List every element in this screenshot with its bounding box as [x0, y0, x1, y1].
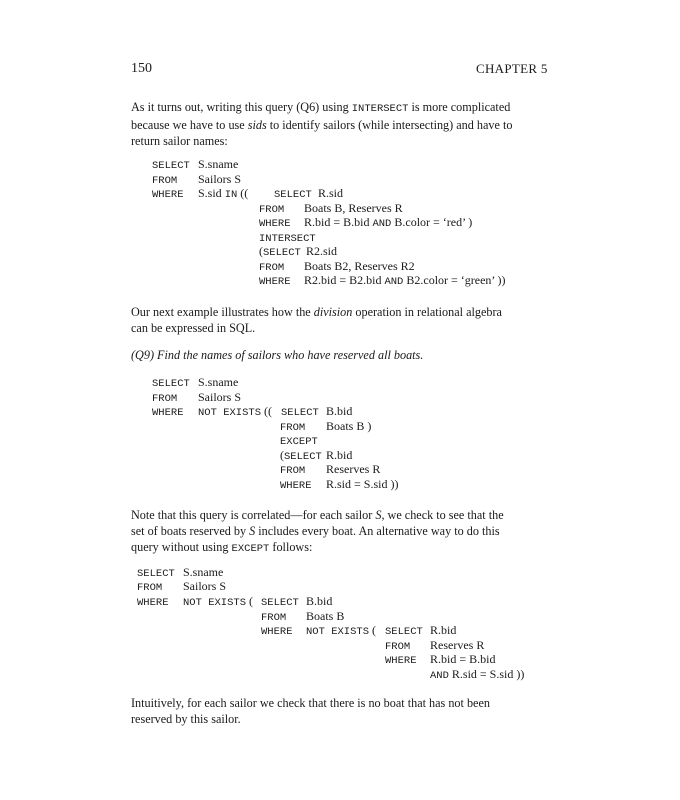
text: ( [280, 448, 284, 462]
sql-keyword: EXCEPT [280, 436, 318, 448]
sql-keyword: WHERE [385, 655, 417, 667]
text: B.color = ‘red’ ) [391, 215, 473, 229]
page-number: 150 [131, 61, 152, 76]
text: (( [237, 186, 249, 200]
sql-keyword: SELECT [152, 160, 190, 172]
sql-keyword: WHERE [152, 189, 184, 201]
code-text [183, 594, 253, 609]
code-line [152, 186, 184, 201]
code-line [152, 390, 177, 405]
code-line [261, 623, 293, 638]
code-line [281, 404, 319, 419]
paragraph-intersect-intro [131, 99, 545, 149]
code-line [259, 230, 316, 245]
text-line [131, 539, 545, 557]
code-text [198, 404, 272, 419]
code-text [304, 215, 472, 230]
sql-keyword: AND [384, 276, 404, 288]
text: ( [259, 244, 263, 258]
code-line [385, 638, 410, 653]
code-text: S.sname [183, 565, 224, 579]
sql-keyword: IN [224, 189, 238, 201]
sql-keyword: NOT EXISTS [183, 597, 247, 609]
code-text: B.bid [326, 404, 353, 418]
sql-keyword: FROM [385, 641, 411, 653]
text: because we have to use [131, 118, 248, 132]
text: Note that this query is correlated—for each sailor [131, 508, 376, 522]
sql-keyword: FROM [152, 393, 178, 405]
sql-keyword: SELECT [137, 568, 175, 580]
code-text: S.sname [198, 375, 239, 389]
sql-keyword: WHERE [259, 276, 291, 288]
code-text: S.sname [198, 157, 239, 171]
code-line [280, 433, 318, 448]
code-line [280, 477, 312, 492]
sql-keyword: SELECT [385, 626, 423, 638]
code-text: Boats B2, Reserves R2 [304, 259, 415, 273]
sql-keyword: WHERE [137, 597, 169, 609]
emphasis: division [313, 305, 353, 319]
code-line [137, 579, 162, 594]
sql-keyword: EXCEPT [231, 543, 270, 555]
text: query without using [131, 540, 232, 554]
chapter-header: CHAPTER 5 [476, 61, 548, 76]
code-line [152, 157, 190, 172]
code-line [259, 244, 301, 259]
text: (( [261, 404, 273, 418]
text: follows: [269, 540, 313, 554]
sql-keyword: NOT EXISTS [306, 626, 370, 638]
code-line [152, 404, 184, 419]
text-line: can be expressed in SQL. [131, 321, 256, 335]
text-line [131, 117, 545, 133]
text: to identify sailors (while intersecting) and have to [266, 118, 513, 132]
sql-keyword: FROM [261, 612, 287, 624]
code-line [152, 375, 190, 390]
text: Our next example illustrates how the [131, 305, 314, 319]
text-line: Intuitively, for each sailor we check that there is no boat that has not been [131, 696, 490, 710]
text: B2.color = ‘green’ )) [403, 273, 506, 287]
emphasis: sids [247, 118, 267, 132]
sql-keyword: SELECT [281, 407, 319, 419]
code-text: R.bid [326, 448, 353, 462]
sql-keyword: SELECT [152, 378, 190, 390]
code-line [261, 594, 299, 609]
code-line [259, 201, 284, 216]
code-text: R2.sid [306, 244, 338, 258]
query-q9-statement [131, 347, 545, 363]
code-text [304, 273, 506, 288]
sql-keyword: WHERE [259, 218, 291, 230]
code-text [430, 667, 524, 682]
sql-keyword: AND [430, 670, 449, 682]
sql-keyword: SELECT [261, 597, 299, 609]
text-line: return sailor names: [131, 134, 228, 148]
text: S.sid [198, 186, 225, 200]
text: R2.bid = B2.bid [304, 273, 385, 287]
sql-keyword: NOT EXISTS [198, 407, 262, 419]
sql-keyword: FROM [259, 204, 285, 216]
text: set of boats reserved by [131, 524, 250, 538]
sql-keyword: INTERSECT [351, 103, 409, 115]
code-text: R.bid [430, 623, 457, 637]
sql-keyword: WHERE [152, 407, 184, 419]
code-text: B.bid [306, 594, 333, 608]
text: includes every boat. An alternative way to do this [255, 524, 500, 538]
paragraph-correlated-note [131, 507, 545, 557]
code-line [280, 462, 305, 477]
code-line [385, 652, 417, 667]
code-line [274, 186, 312, 201]
code-line [137, 594, 169, 609]
paragraph-division-intro [131, 304, 545, 336]
code-line [261, 609, 286, 624]
code-text: Sailors S [198, 172, 242, 186]
code-text: Sailors S [198, 390, 242, 404]
text-line [131, 304, 545, 320]
code-line [152, 172, 177, 187]
sql-keyword: SELECT [274, 189, 312, 201]
code-line [259, 259, 284, 274]
code-text [306, 623, 376, 638]
sql-keyword: AND [372, 218, 392, 230]
emphasis: S [375, 508, 382, 522]
code-line [280, 419, 305, 434]
text: R.bid = B.bid [304, 215, 373, 229]
code-text: R.sid = S.sid )) [326, 477, 399, 491]
sql-keyword: FROM [280, 422, 306, 434]
code-text: Boats B, Reserves R [304, 201, 403, 215]
paragraph-intuition [131, 695, 545, 727]
text-line [131, 523, 545, 539]
sql-keyword: WHERE [280, 480, 312, 492]
text: As it turns out, writing this query (Q6) using [131, 100, 352, 114]
text: ( [246, 594, 254, 608]
text: R.sid = S.sid )) [448, 667, 525, 681]
sql-keyword: SELECT [263, 247, 301, 259]
code-text: Reserves R [326, 462, 381, 476]
text-line: reserved by this sailor. [131, 712, 241, 726]
text: ( [369, 623, 377, 637]
text: operation in relational algebra [352, 305, 502, 319]
code-text: R.bid = B.bid [430, 652, 496, 666]
text: is more complicated [408, 100, 511, 114]
text-line [131, 507, 545, 523]
text-line: (Q9) Find the names of sailors who have reserved all boats. [131, 348, 424, 362]
code-text: Reserves R [430, 638, 485, 652]
emphasis: S [249, 524, 256, 538]
sql-keyword: FROM [259, 262, 285, 274]
sql-keyword: FROM [152, 175, 178, 187]
code-text [198, 186, 248, 201]
sql-keyword: FROM [137, 582, 163, 594]
code-line [259, 215, 291, 230]
code-line [280, 448, 322, 463]
code-text: R.sid [318, 186, 344, 200]
sql-keyword: INTERSECT [259, 233, 316, 245]
code-line [385, 623, 423, 638]
code-text: Boats B [306, 609, 345, 623]
sql-keyword: WHERE [261, 626, 293, 638]
text-line [131, 99, 545, 117]
text: , we check to see that the [381, 508, 504, 522]
code-text: Sailors S [183, 579, 227, 593]
sql-keyword: FROM [280, 465, 306, 477]
code-line [137, 565, 175, 580]
sql-keyword: SELECT [284, 451, 322, 463]
code-line [259, 273, 291, 288]
code-text: Boats B ) [326, 419, 372, 433]
